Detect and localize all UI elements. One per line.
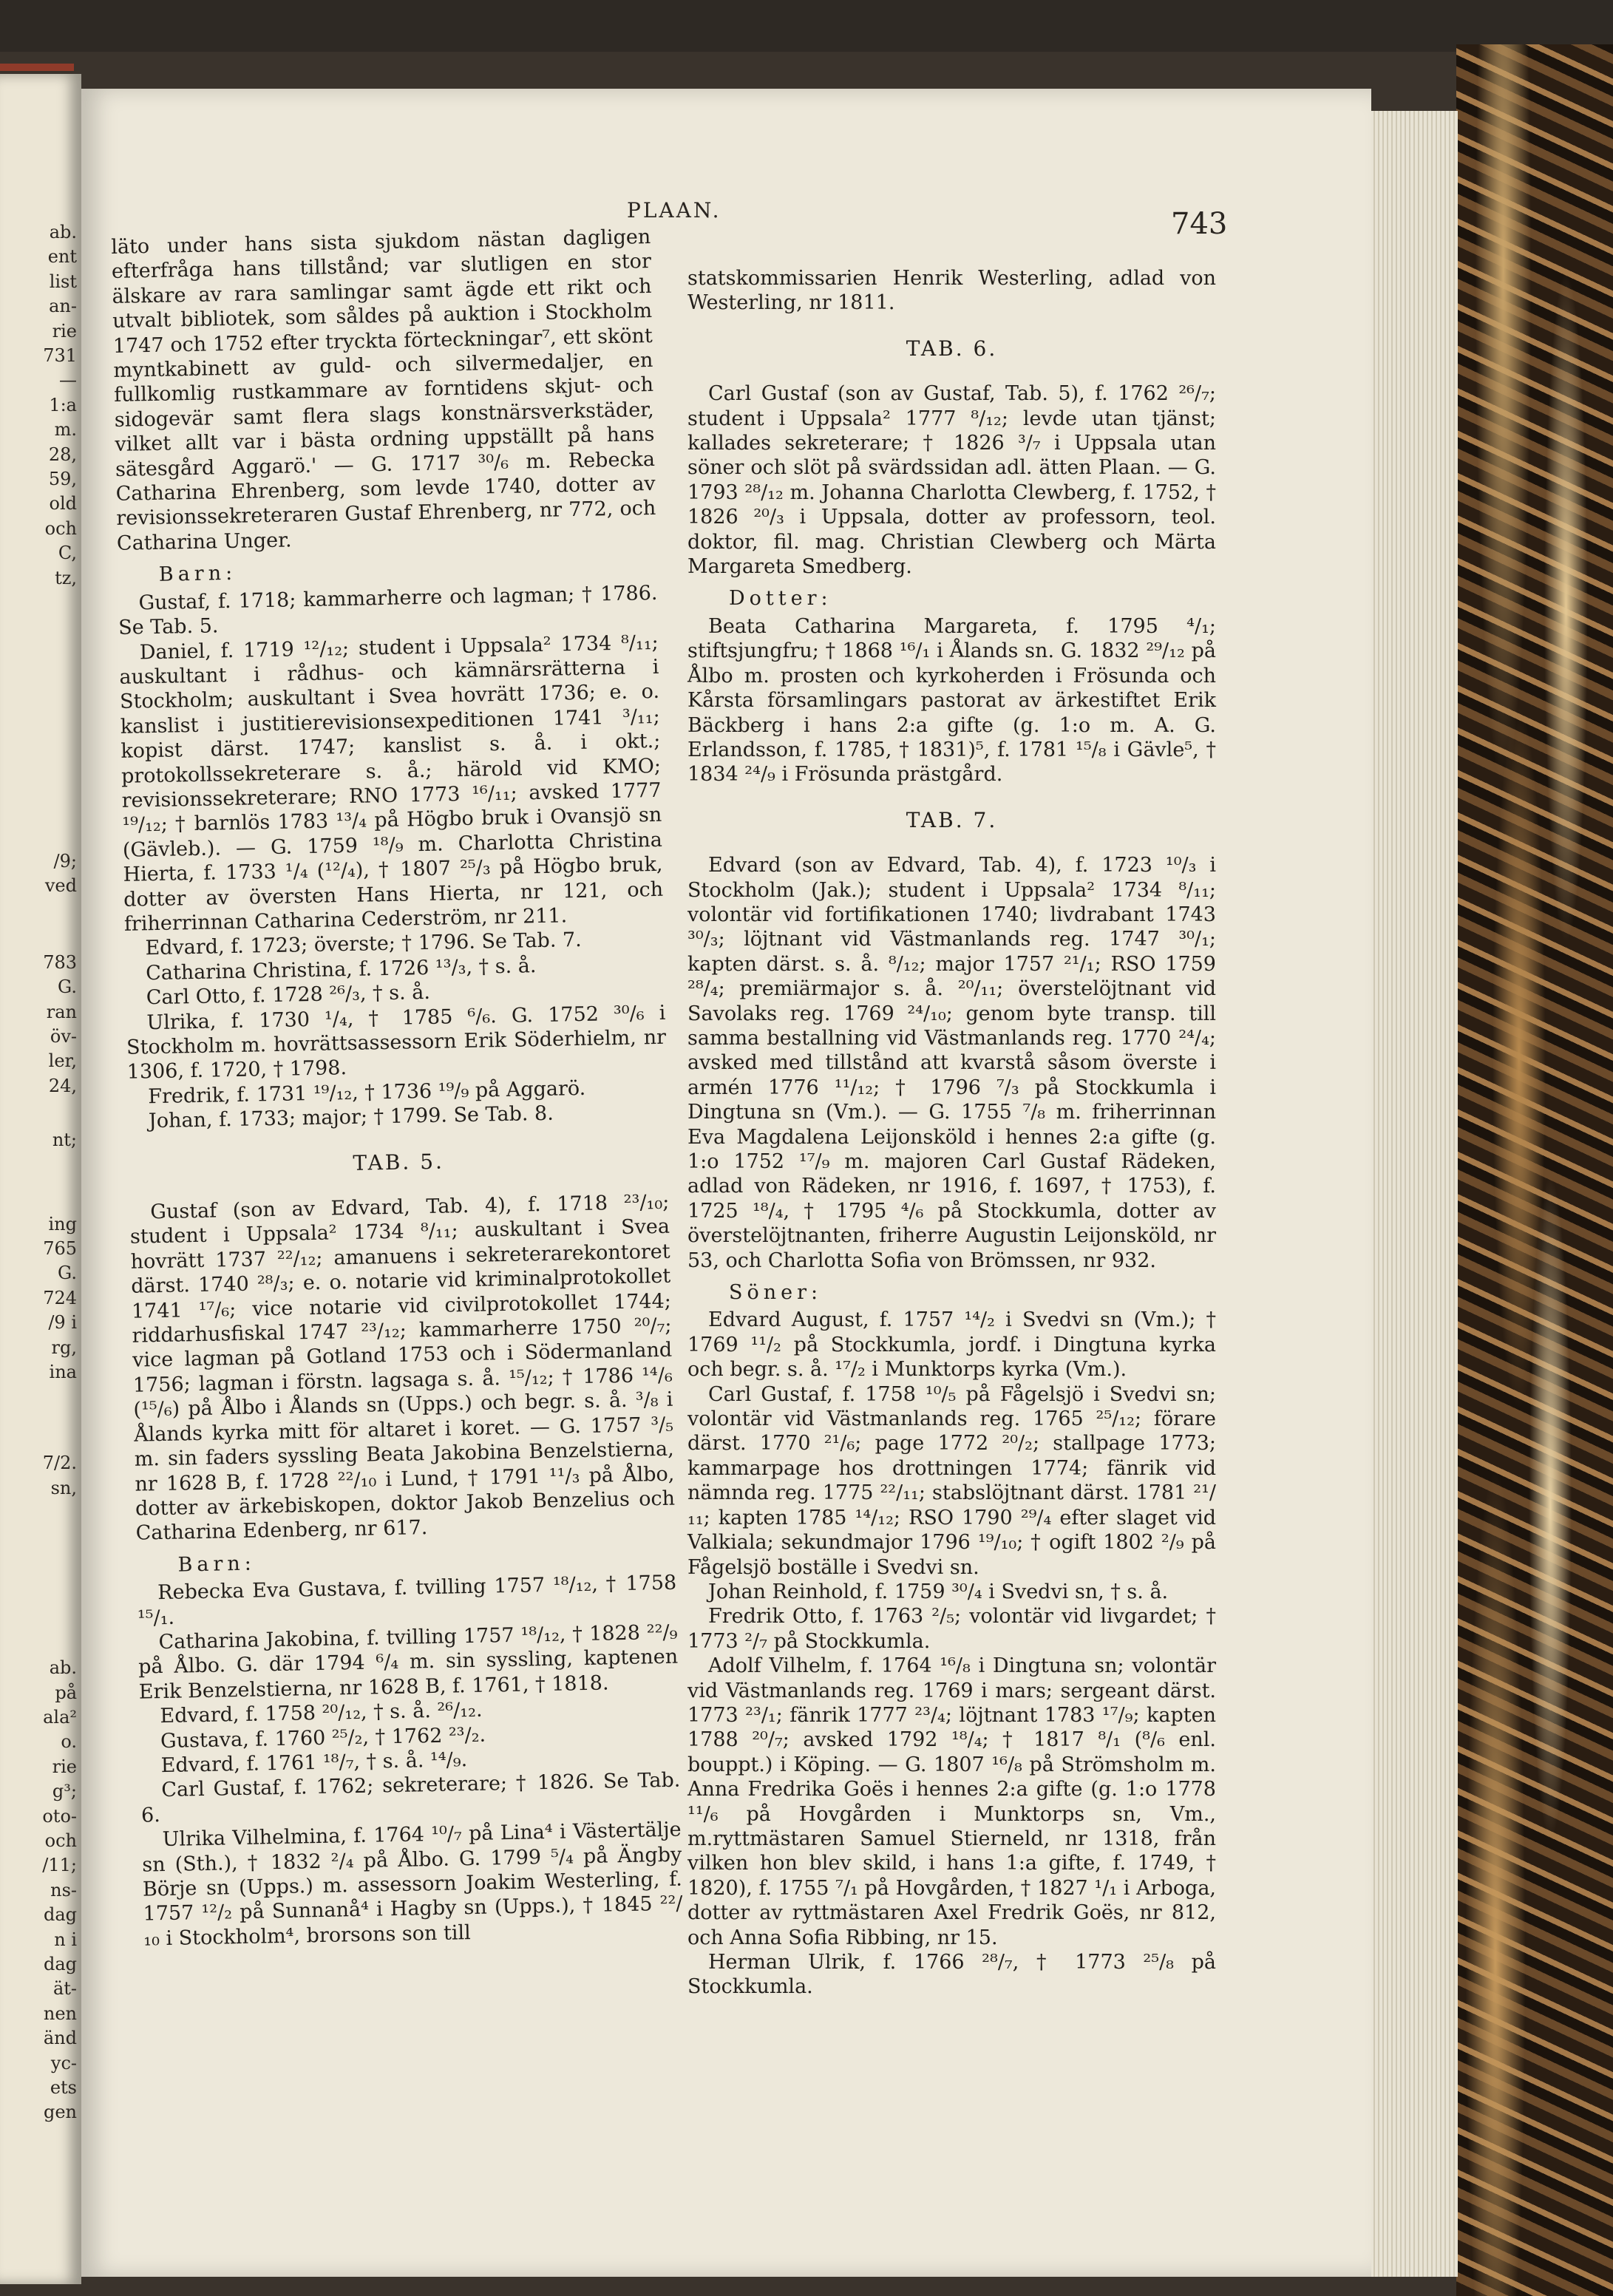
facing-page-text-fragment: ns- xyxy=(50,1879,77,1901)
son-entry: Carl Gustaf, f. 1758 ¹⁰/₅ på Fågelsjö i Svedvi sn; volontär vid Västmanlands reg. 1765 ²⁵/₁₂; förare därst. 1770 ²¹/₆; page 1772 ²⁰/₂; stallpage 1773; kammarpage hos drottningen 1774; fänrik vid nämnda reg. 1775 ²²/₁₁; stabslöjtnant därst. 1781 ²¹/₁₁; kapten 1785 ¹⁴/₁₂; RSO 1790 ²⁹/₄ efter slaget vid Valkiala; sekundmajor 1796 ¹⁹/₁₀; † ogift 1802 ²/₉ på Fågelsjö boställe i Svedvi sn. xyxy=(687,1382,1216,1579)
facing-page-text-fragment: änd xyxy=(43,2028,77,2049)
facing-page-text-fragment: G. xyxy=(58,977,77,998)
facing-page-text-fragment: m. xyxy=(54,419,77,441)
facing-page-text-fragment: yc- xyxy=(50,2052,77,2073)
facing-page-text-fragment: — xyxy=(59,370,77,391)
facing-page-text-fragment: ved xyxy=(44,875,77,897)
facing-page-text-fragment: o. xyxy=(61,1731,77,1753)
tab7-entry: Edvard (son av Edvard, Tab. 4), f. 1723 ¹⁰/₃ i Stockholm (Jak.); student i Uppsala² 1734 ⁸/₁₁; volontär vid fortifikationen 1740; livdrabant 1743 ³⁰/₃; löjtnant vid Västmanlands reg. 1747 ³⁰/₁; kapten därst. s. å. ⁸/₁₂; major 1757 ²¹/₁; RSO 1759 ²⁸/₄; premiärmajor s. å. ²⁰/₁₁; överstelöjtnant vid Savolaks reg. 1769 ²⁴/₁₀; genom byte transp. till samma bestallning vid Västmanlands reg. 1770 ²⁴/₄; avsked med tillstånd att kvarstå såsom överste i armén 1776 ¹¹/₁₂; † 1796 ⁷/₃ på Stockkumla i Dingtuna sn (Vm.). — G. 1755 ⁷/₈ m. friherrinnan Eva Magdalena Leijonsköld i hennes 2:a gifte (g. 1:o 1752 ¹⁷/₉ m. majoren Carl Gustaf Rädeken, adlad von Rädeken, nr 1916, f. 1697, † 1753), f. 1725 ¹⁸/₄, † 1795 ⁴/₆ på Stockkumla, dotter av överstelöjtnanten, friherre Augustin Leijonsköld, nr 53, och Charlotta Sofia von Brömssen, nr 932. xyxy=(687,854,1216,1272)
book-cover-top-edge xyxy=(0,0,1613,52)
child-entry: Carl Gustaf, f. 1762; sekreterare; † 1826. Se Tab. 6. xyxy=(140,1768,681,1827)
tab7-heading: TAB. 7. xyxy=(906,807,998,832)
facing-page-text-fragment: 765 xyxy=(43,1238,77,1259)
tab5-barn-label: Barn: xyxy=(177,1552,257,1577)
facing-page-text-fragment: rie xyxy=(52,1756,77,1777)
child-entry: Gustava, f. 1760 ²⁵/₂, † 1762 ²³/₂. xyxy=(160,1723,486,1753)
facing-page-text-fragment: n i xyxy=(54,1929,77,1950)
dotter-label: Dotter: xyxy=(729,587,832,611)
facing-page-text-fragment: g³; xyxy=(52,1781,77,1802)
page-number: 743 xyxy=(1171,207,1228,241)
running-head: PLAAN. xyxy=(627,198,721,223)
child-entry: Gustaf, f. 1718; kammarherre och lagman; † 1786. Se Tab. 5. xyxy=(118,581,658,639)
son-entry: Fredrik Otto, f. 1763 ²/₅; volontär vid livgardet; † 1773 ²/₇ på Stockkumla. xyxy=(687,1605,1216,1653)
page-edges xyxy=(1362,111,1458,2277)
facing-page-text-fragment: ina xyxy=(49,1362,77,1382)
facing-page-text-fragment: nen xyxy=(43,2003,77,2024)
child-entry: Edvard, f. 1761 ¹⁸/₇, † s. å. ¹⁴/₉. xyxy=(160,1748,468,1778)
facing-page-text-fragment: gen xyxy=(43,2102,77,2123)
facing-page-text-fragment: tz, xyxy=(55,567,77,588)
child-entry: Johan, f. 1733; major; † 1799. Se Tab. 8. xyxy=(148,1101,554,1133)
facing-page-text-fragment: öv- xyxy=(50,1026,77,1047)
facing-page-text-fragment: an- xyxy=(49,296,77,317)
soner-list xyxy=(687,1308,1216,1999)
right-intro: statskommissarien Henrik Westerling, adlad von Westerling, nr 1811. xyxy=(687,267,1216,315)
facing-page-text-fragment: dag xyxy=(43,1904,77,1926)
facing-page-text-fragment: på xyxy=(55,1682,77,1703)
facing-page-text-fragment: C, xyxy=(58,543,77,564)
left-column xyxy=(111,225,683,1952)
child-entry: Daniel, f. 1719 ¹²/₁₂; student i Uppsala² 1734 ⁸/₁₁; auskultant i rådhus- och kämnärsrätterna i Stockholm; auskultant i Svea hovrätt 1736; e. o. kanslist i justitierevisionsexpeditionen 1741 ³/₁₁; kopist därst. 1747; kanslist s. å. i okt.; protokollssekreterare s. å.; härold vid KMO; revisionssekreterare; RNO 1773 ¹⁶/₁₁; avsked 1777 ¹⁹/₁₂; † barnlös 1783 ¹³/₄ på Högbo bruk i Ovansjö sn (Gävleb.). — G. 1759 ¹⁸/₉ m. Charlotta Christina Hierta, f. 1733 ¹/₄ (¹²/₄), † 1807 ²⁵/₃ på Högbo bruk, dotter av översten Hans Hierta, nr 121, och friherrinnan Catharina Cederström, nr 211. xyxy=(119,631,664,936)
son-entry: Edvard August, f. 1757 ¹⁴/₂ i Svedvi sn (Vm.); † 1769 ¹¹/₂ på Stockkumla, jordf. i Dingtuna kyrka och begr. s. å. ¹⁷/₂ i Munktorps kyrka (Vm.). xyxy=(687,1308,1216,1382)
son-entry: Johan Reinhold, f. 1759 ³⁰/₄ i Svedvi sn, † s. å. xyxy=(708,1580,1169,1603)
tab5-entry: Gustaf (son av Edvard, Tab. 4), f. 1718 ²³/₁₀; student i Uppsala² 1734 ⁸/₁₁; auskultant i Svea hovrätt 1737 ²²/₁₂; amanuens i sekreterarekontoret därst. 1740 ²⁸/₃; e. o. notarie vid kriminalprotokollet 1741 ¹⁷/₆; vice notarie vid civilprotokollet 1744; riddarhusfiskal 1747 ²³/₁₂; kammarherre 1750 ²⁰/₇; vice lagman på Gotland 1753 och i Södermanland 1756; lagman i förstn. lagsaga s. å. ¹⁵/₁₂; † 1786 ¹⁴/₆ (¹⁵/₆) på Ålbo i Ålands sn (Upps.) och begr. s. å. ³/₈ i Ålands kyrka mitt för altaret i koret. — G. 1757 ³/₅ m. sin faders syssling Beata Jakobina Benzelstierna, nr 1628 B, f. 1728 ²²/₁₀ i Lund, † 1791 ¹¹/₃ på Ålbo, dotter av ärkebiskopen, doktor Jakob Benzelius och Catharina Edenberg, nr 617. xyxy=(129,1190,676,1545)
facing-page-text-fragment: G. xyxy=(58,1263,77,1284)
facing-page-text-fragment: sn, xyxy=(50,1477,77,1498)
facing-page-text-fragment: och xyxy=(44,517,77,539)
facing-page-text-fragment: 783 xyxy=(43,951,77,973)
soner-label: Söner: xyxy=(729,1281,823,1305)
facing-page-text-fragment: old xyxy=(49,493,77,514)
children-list xyxy=(118,581,668,1135)
facing-page-text-fragment: oto- xyxy=(42,1805,77,1827)
son-entry: Herman Ulrik, f. 1766 ²⁸/₇, † 1773 ²⁵/₈ på Stockkumla. xyxy=(687,1951,1216,1999)
facing-page-text-fragment: ala² xyxy=(43,1707,77,1728)
child-entry: Edvard, f. 1758 ²⁰/₁₂, † s. å. ²⁶/₁₂. xyxy=(160,1698,483,1728)
facing-page-text-fragment: ab. xyxy=(49,1657,77,1679)
facing-page-text-fragment: 24, xyxy=(48,1075,77,1096)
facing-page-text-fragment: /9 i xyxy=(48,1312,77,1334)
facing-page-text-fragment: ler, xyxy=(48,1050,77,1072)
tab6-entry: Carl Gustaf (son av Gustaf, Tab. 5), f. 1762 ²⁶/₇; student i Uppsala² 1777 ⁸/₁₂; levde utan tjänst; kallades sekreterare; † 1826 ³/₇ i Uppsala utan söner och slöt på svärdssidan adl. ätten Plaan. — G. 1793 ²⁸/₁₂ m. Johanna Charlotta Clewberg, f. 1752, † 1826 ²⁰/₃ i Uppsala, dotter av professorn, teol. doktor, fil. mag. Christian Clewberg och Märta Margareta Smedberg. xyxy=(687,382,1216,579)
marbled-cover-board xyxy=(1456,44,1613,2296)
facing-page-text-fragment: 7/2. xyxy=(42,1453,77,1474)
facing-page-text-fragment: 731 xyxy=(43,345,77,366)
child-entry: Rebecka Eva Gustava, f. tvilling 1757 ¹⁸/₁₂, † 1758 ¹⁵/₁. xyxy=(137,1571,677,1630)
facing-page-text-fragment: ets xyxy=(50,2077,77,2098)
tab5-children-list xyxy=(137,1571,683,1952)
facing-page-text-fragment: rie xyxy=(52,320,77,342)
child-entry: Carl Otto, f. 1728 ²⁶/₃, † s. å. xyxy=(146,981,431,1010)
facing-page-text-fragment: 59, xyxy=(48,469,77,489)
facing-page-text-fragment: 724 xyxy=(43,1287,77,1308)
tab5-heading: TAB. 5. xyxy=(353,1149,445,1175)
cover-binding-strip xyxy=(0,64,74,71)
tab6-heading: TAB. 6. xyxy=(906,336,998,361)
child-entry: Catharina Christina, f. 1726 ¹³/₃, † s. å. xyxy=(145,954,537,985)
dotter-entry: Beata Catharina Margareta, f. 1795 ⁴/₁; stiftsjungfru; † 1868 ¹⁶/₁ i Ålands sn. G. 1832 ²⁹/₁₂ på Ålbo m. prosten och kyrkoherden i Frösunda och Kårsta församlingars pastorat av ärkestiftet Erik Bäckberg i hans 2:a gifte (g. 1:o m. A. G. Erlandsson, f. 1785, † 1831)⁵, f. 1781 ¹⁵/₈ i Gävle⁵, † 1834 ²⁴/₉ i Frösunda prästgård. xyxy=(687,614,1216,787)
facing-page-text-fragment: 28, xyxy=(48,444,77,465)
right-column xyxy=(687,266,1216,2000)
son-entry: Adolf Vilhelm, f. 1764 ¹⁶/₈ i Dingtuna sn; volontär vid Västmanlands reg. 1769 i mars; sergeant därst. 1773 ²³/₁; fänrik 1777 ²³/₄; löjtnant 1783 ¹⁷/₉; kapten 1788 ²⁰/₇; avsked 1792 ¹⁸/₄; † 1817 ⁸/₁ (⁸/₆ enl. bouppt.) i Köping. — G. 1807 ¹⁶/₈ på Strömsholm m. Anna Fredrika Goës i hennes 2:a gifte (g. 1:o 1778 ¹¹/₆ på Hovgården i Munktorps sn, Vm., m.ryttmästaren Samuel Stierneld, nr 1318, från vilken hon blev skild, i hans 1:a gifte, f. 1749, † 1820), f. 1755 ⁷/₁ på Hovgården, † 1827 ¹/₁ i Arboga, dotter av ryttmästaren Axel Fredrik Goës, nr 812, och Anna Sofia Ribbing, nr 15. xyxy=(687,1654,1216,1949)
facing-page-text-fragment: ing xyxy=(48,1213,77,1234)
facing-page-text-fragment: /9; xyxy=(53,851,77,872)
barn-label: Barn: xyxy=(158,562,237,587)
facing-page-text-fragment: dag xyxy=(43,1954,77,1974)
facing-page-fragment xyxy=(0,74,81,2284)
facing-page-text-fragment: nt; xyxy=(52,1130,77,1151)
facing-page-text-fragment: rg, xyxy=(51,1336,77,1358)
facing-page-text-fragment: ab. xyxy=(49,222,77,242)
child-entry: Ulrika Vilhelmina, f. 1764 ¹⁰/₇ på Lina⁴ i Västertälje sn (Sth.), † 1832 ²/₄ på Ålbo. G. 1799 ⁵/₄ på Ängby Börje sn (Upps.) m. assessorn Joakim Westerling, f. 1757 ¹²/₂ på Sunnanå⁴ i Hagby sn (Upps.), † 1845 ²²/₁₀ i Stockholm⁴, brorsons son till xyxy=(142,1818,683,1951)
child-entry: Edvard, f. 1723; överste; † 1796. Se Tab. 7. xyxy=(145,928,583,960)
facing-page-text-fragment: list xyxy=(49,271,77,292)
intro-paragraph: läto under hans sista sjukdom nästan dagligen efterfråga hans tillstånd; var slutligen en stor älskare av rara samlingar samt ägde ett rikt och utvalt bibliotek, som såldes på auktion i Stockholm 1747 och 1752 efter tryckta förteckningar⁷, ett skönt myntkabinett av guld- och silvermedaljer, en fullkomlig rustkammare av forntidens skjut- och sidogevär samt flera slags konstnärsverkstäder, vilket allt var i bästa ordning uppställt på hans sätesgård Aggarö.' — G. 1717 ³⁰/₆ m. Rebecka Catharina Ehrenberg, som levde 1740, dotter av revisionssekreteraren Gustaf Ehrenberg, nr 772, och Catharina Unger. xyxy=(111,225,656,555)
facing-page-text-fragment: /11; xyxy=(42,1855,77,1876)
facing-page-text-fragment: och xyxy=(44,1830,77,1851)
facing-page-text-fragment: 1:a xyxy=(49,394,77,415)
facing-page-text-fragment: ät- xyxy=(52,1978,77,2000)
facing-page-text-fragment: ran xyxy=(46,1001,77,1022)
child-entry: Fredrik, f. 1731 ¹⁹/₁₂, † 1736 ¹⁹/₉ på Aggarö. xyxy=(148,1076,586,1109)
child-entry: Ulrika, f. 1730 ¹/₄, † 1785 ⁶/₆. G. 1752 ³⁰/₆ i Stockholm m. hovrättsassessorn Erik Söderhielm, nr 1306, f. 1720, † 1798. xyxy=(126,1001,667,1084)
child-entry: Catharina Jakobina, f. tvilling 1757 ¹⁸/₁₂, † 1828 ²²/₉ på Ålbo. G. där 1794 ⁶/₄ m. sin syssling, kaptenen Erik Benzelstierna, nr 1628 B, f. 1761, † 1818. xyxy=(137,1620,679,1704)
facing-page-text-fragment: ent xyxy=(47,246,77,268)
